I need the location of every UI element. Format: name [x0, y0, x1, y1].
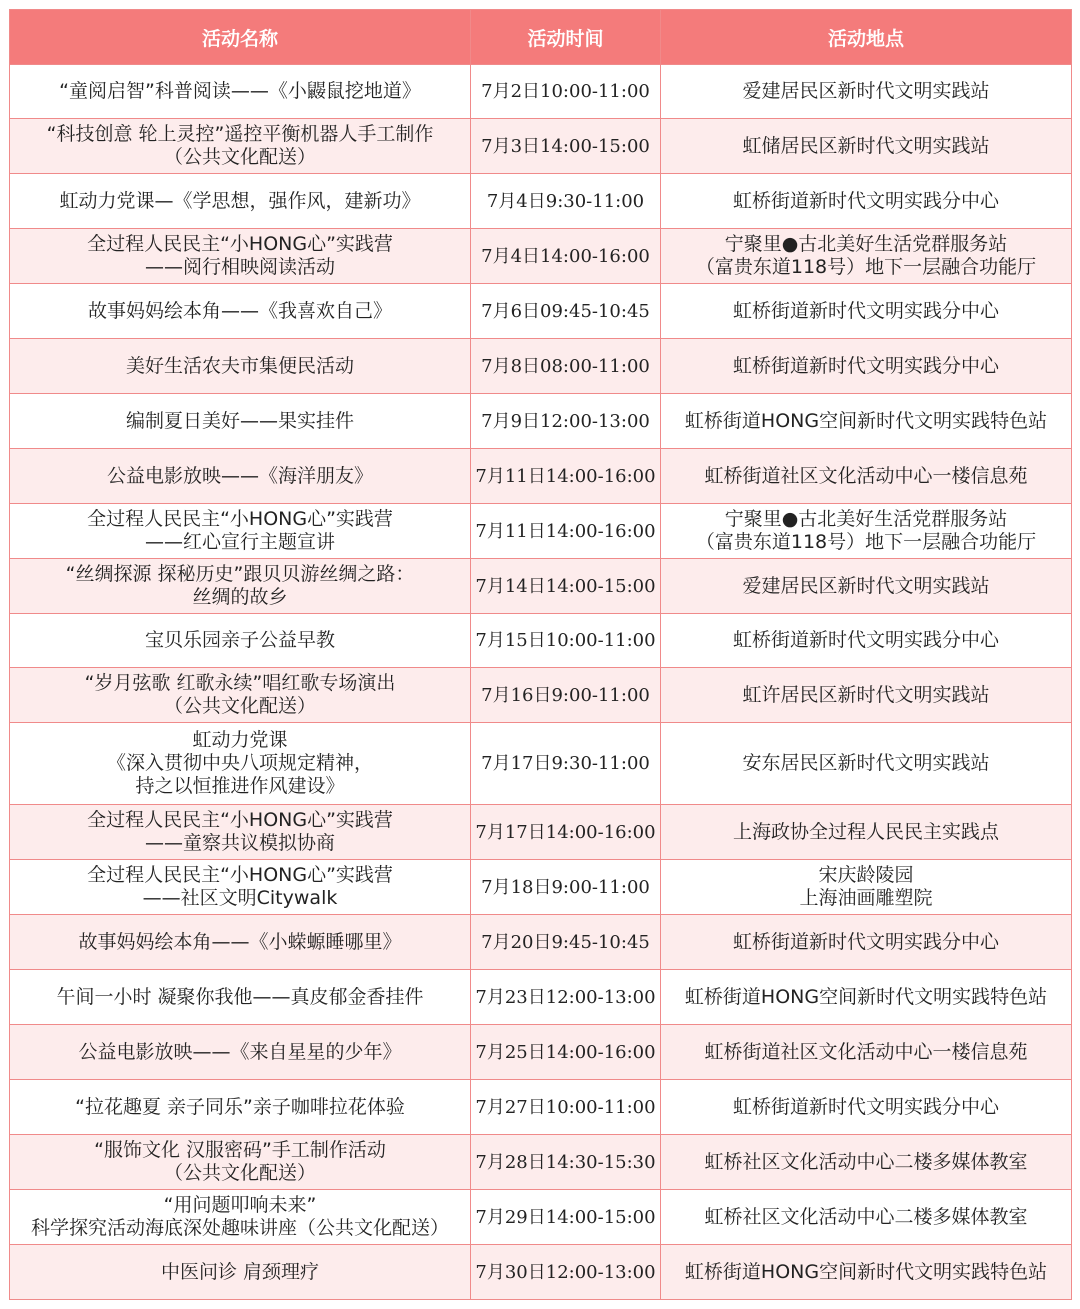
activity-place-cell: 虹桥街道新时代文明实践分中心: [661, 915, 1072, 970]
table-row: [10, 229, 1072, 284]
activity-place-cell: 虹桥街道新时代文明实践分中心: [661, 284, 1072, 339]
activity-name-cell: 虹动力党课—《学思想，强作风，建新功》: [10, 174, 471, 229]
activity-place-cell: 虹桥街道新时代文明实践分中心: [661, 339, 1072, 394]
activity-place-cell: 虹桥社区文化活动中心二楼多媒体教室: [661, 1190, 1072, 1245]
activity-place-cell: 爱建居民区新时代文明实践站: [661, 559, 1072, 614]
activity-place-cell: 虹桥街道HONG空间新时代文明实践特色站: [661, 394, 1072, 449]
activity-name-cell: 全过程人民民主“小HONG心”实践营 ——红心宣行主题宣讲: [10, 504, 471, 559]
table-row: [10, 668, 1072, 723]
activity-name-cell: “拉花趣夏 亲子同乐”亲子咖啡拉花体验: [10, 1080, 471, 1135]
activity-time-cell: 7月23日12:00-13:00: [471, 970, 661, 1025]
activity-time-cell: 7月17日9:30-11:00: [471, 723, 661, 805]
activity-name-cell: 公益电影放映——《来自星星的少年》: [10, 1025, 471, 1080]
activity-name-cell: 午间一小时 凝聚你我他——真皮郁金香挂件: [10, 970, 471, 1025]
activity-name-cell: 公益电影放映——《海洋朋友》: [10, 449, 471, 504]
activity-place-cell: 虹桥街道HONG空间新时代文明实践特色站: [661, 1245, 1072, 1300]
activity-name-cell: 中医问诊 肩颈理疗: [10, 1245, 471, 1300]
table-row: [10, 805, 1072, 860]
table-row: [10, 1245, 1072, 1300]
table-header-row: [10, 10, 1072, 65]
table-row: [10, 65, 1072, 119]
activity-place-cell: 虹储居民区新时代文明实践站: [661, 119, 1072, 174]
activity-time-cell: 7月4日14:00-16:00: [471, 229, 661, 284]
activity-place-cell: 宁聚里●古北美好生活党群服务站 （富贵东道118号）地下一层融合功能厅: [661, 229, 1072, 284]
activity-place-cell: 虹许居民区新时代文明实践站: [661, 668, 1072, 723]
activity-time-cell: 7月11日14:00-16:00: [471, 449, 661, 504]
table-row: [10, 504, 1072, 559]
activity-place-cell: 宁聚里●古北美好生活党群服务站 （富贵东道118号）地下一层融合功能厅: [661, 504, 1072, 559]
activity-place-cell: 上海政协全过程人民民主实践点: [661, 805, 1072, 860]
table-row: [10, 119, 1072, 174]
activity-name-cell: “用问题叩响未来” 科学探究活动海底深处趣味讲座（公共文化配送）: [10, 1190, 471, 1245]
activity-place-cell: 虹桥街道HONG空间新时代文明实践特色站: [661, 970, 1072, 1025]
activity-time-cell: 7月11日14:00-16:00: [471, 504, 661, 559]
activity-name-cell: 全过程人民民主“小HONG心”实践营 ——社区文明Citywalk: [10, 860, 471, 915]
activity-name-cell: “丝绸探源 探秘历史”跟贝贝游丝绸之路： 丝绸的故乡: [10, 559, 471, 614]
table-row: [10, 449, 1072, 504]
activity-time-cell: 7月28日14:30-15:30: [471, 1135, 661, 1190]
activity-time-cell: 7月30日12:00-13:00: [471, 1245, 661, 1300]
table-row: [10, 915, 1072, 970]
activity-time-cell: 7月17日14:00-16:00: [471, 805, 661, 860]
activity-name-cell: 宝贝乐园亲子公益早教: [10, 614, 471, 668]
activity-name-cell: 全过程人民民主“小HONG心”实践营 ——阅行相映阅读活动: [10, 229, 471, 284]
activity-time-cell: 7月27日10:00-11:00: [471, 1080, 661, 1135]
activity-time-cell: 7月25日14:00-16:00: [471, 1025, 661, 1080]
activity-place-cell: 虹桥街道社区文化活动中心一楼信息苑: [661, 1025, 1072, 1080]
table-row: [10, 970, 1072, 1025]
activity-place-cell: 宋庆龄陵园 上海油画雕塑院: [661, 860, 1072, 915]
activity-name-cell: “岁月弦歌 红歌永续”唱红歌专场演出 （公共文化配送）: [10, 668, 471, 723]
activity-time-cell: 7月29日14:00-15:00: [471, 1190, 661, 1245]
activity-place-cell: 爱建居民区新时代文明实践站: [661, 65, 1072, 119]
activity-place-cell: 虹桥街道新时代文明实践分中心: [661, 614, 1072, 668]
table-row: [10, 284, 1072, 339]
table-row: [10, 559, 1072, 614]
activity-time-cell: 7月3日14:00-15:00: [471, 119, 661, 174]
activity-time-cell: 7月2日10:00-11:00: [471, 65, 661, 119]
activity-name-cell: “科技创意 轮上灵控”遥控平衡机器人手工制作 （公共文化配送）: [10, 119, 471, 174]
table-row: [10, 394, 1072, 449]
activity-name-cell: 全过程人民民主“小HONG心”实践营 ——童察共议模拟协商: [10, 805, 471, 860]
table-row: [10, 1025, 1072, 1080]
table-row: [10, 614, 1072, 668]
table-row: [10, 339, 1072, 394]
table-row: [10, 1135, 1072, 1190]
activity-place-cell: 虹桥社区文化活动中心二楼多媒体教室: [661, 1135, 1072, 1190]
activity-place-cell: 安东居民区新时代文明实践站: [661, 723, 1072, 805]
activity-name-cell: 编制夏日美好——果实挂件: [10, 394, 471, 449]
activity-time-cell: 7月14日14:00-15:00: [471, 559, 661, 614]
table-row: [10, 723, 1072, 805]
activity-time-cell: 7月20日9:45-10:45: [471, 915, 661, 970]
table-row: [10, 1080, 1072, 1135]
activity-time-cell: 7月16日9:00-11:00: [471, 668, 661, 723]
table-row: [10, 860, 1072, 915]
activity-schedule-table: [9, 9, 1072, 1300]
activity-place-cell: 虹桥街道新时代文明实践分中心: [661, 174, 1072, 229]
activity-time-cell: 7月15日10:00-11:00: [471, 614, 661, 668]
header-activity-time: 活动时间: [471, 10, 661, 65]
header-activity-name: 活动名称: [10, 10, 471, 65]
activity-place-cell: 虹桥街道社区文化活动中心一楼信息苑: [661, 449, 1072, 504]
activity-name-cell: 虹动力党课 《深入贯彻中央八项规定精神， 持之以恒推进作风建设》: [10, 723, 471, 805]
activity-name-cell: “服饰文化 汉服密码”手工制作活动 （公共文化配送）: [10, 1135, 471, 1190]
activity-name-cell: 故事妈妈绘本角——《我喜欢自己》: [10, 284, 471, 339]
activity-time-cell: 7月6日09:45-10:45: [471, 284, 661, 339]
activity-time-cell: 7月18日9:00-11:00: [471, 860, 661, 915]
activity-place-cell: 虹桥街道新时代文明实践分中心: [661, 1080, 1072, 1135]
activity-name-cell: 故事妈妈绘本角——《小蝾螈睡哪里》: [10, 915, 471, 970]
activity-time-cell: 7月4日9:30-11:00: [471, 174, 661, 229]
table-row: [10, 1190, 1072, 1245]
activity-name-cell: 美好生活农夫市集便民活动: [10, 339, 471, 394]
activity-time-cell: 7月9日12:00-13:00: [471, 394, 661, 449]
activity-name-cell: “童阅启智”科普阅读——《小鼹鼠挖地道》: [10, 65, 471, 119]
header-activity-place: 活动地点: [661, 10, 1072, 65]
table-row: [10, 174, 1072, 229]
activity-time-cell: 7月8日08:00-11:00: [471, 339, 661, 394]
